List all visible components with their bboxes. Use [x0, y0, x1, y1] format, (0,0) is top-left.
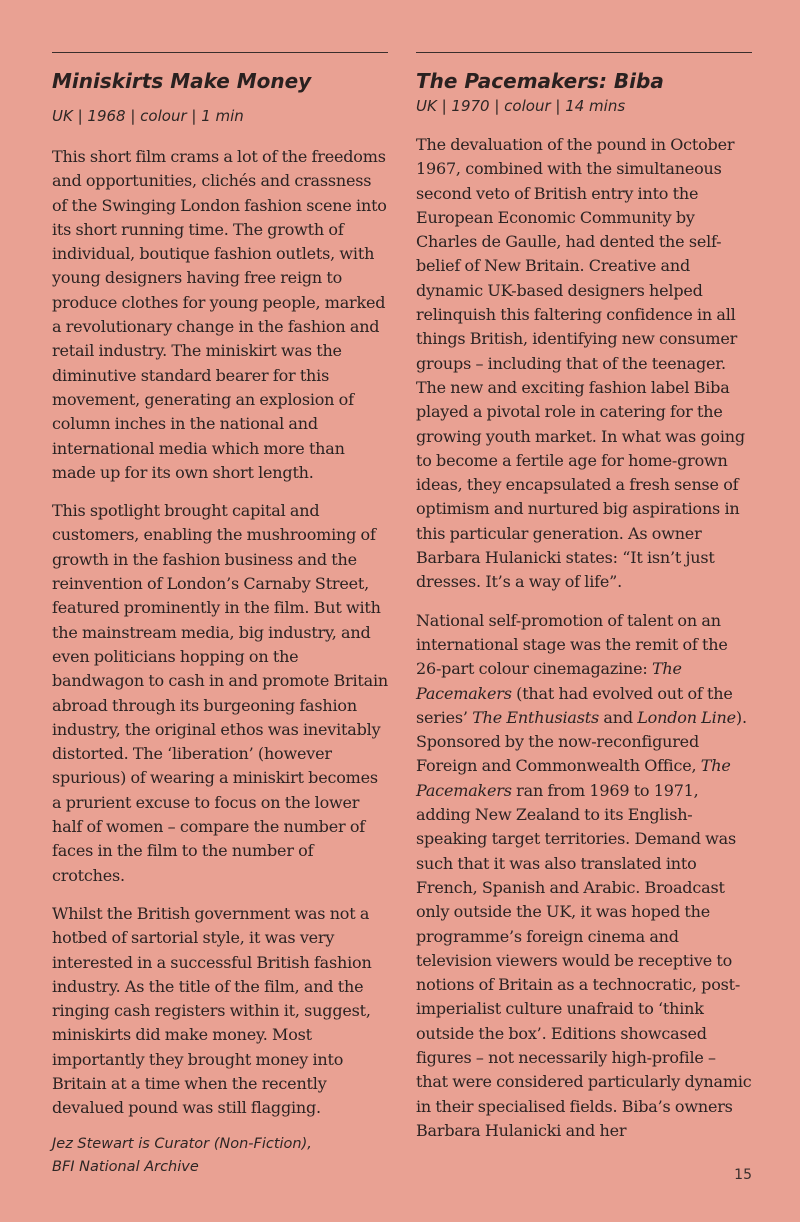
- author-credit: [52, 1133, 388, 1179]
- series-title: The Pacemakers: [416, 756, 731, 800]
- page-number: 15: [734, 1167, 752, 1183]
- right-column: [416, 52, 752, 1143]
- credit-line: Jez Stewart is Curator (Non-Fiction),: [52, 1135, 312, 1152]
- text-run: ran from 1969 to 1971, adding New Zealand to its English-speaking target territories. Demand was such that it was also translated into French, Spanish and Arabic. Broadcast only outside the UK, it was hoped the programme’s foreign cinema and television viewers would be receptive to notions of Britain as a technocratic, post-imperialist culture unafraid to ‘think outside the box’. Editions showcased figures – not necessarily high-profile – that were considered particularly dynamic in their specialised fields. Biba’s owners Barbara Hulanicki and her: [416, 780, 752, 1140]
- left-column: [52, 52, 388, 1179]
- paragraph: [416, 609, 752, 1144]
- series-title: The Pacemakers: [416, 659, 682, 703]
- series-title: London Line: [637, 707, 736, 727]
- paragraph: This short film crams a lot of the freedoms and opportunities, clichés and crassness of the Swinging London fashion scene into its short running time. The growth of individual, boutique fashion outlets, with young designers having free reign to produce clothes for young people, marked a revolutionary change in the fashion and retail industry. The miniskirt was the diminutive standard bearer for this movement, generating an explosion of column inches in the national and international media which more than made up for its own short length.: [52, 147, 387, 482]
- text-run: (that had evolved out of the series’: [416, 683, 733, 727]
- text-run: and: [598, 707, 638, 727]
- paragraph: The devaluation of the pound in October 1967, combined with the simultaneous second veto of British entry into the European Economic Community by Charles de Gaulle, had dented the self-belief of New Britain. Creative and dynamic UK-based designers helped relinquish this faltering confidence in all things British, identifying new consumer groups – including that of the teenager. The new and exciting fashion label Biba played a pivotal role in catering for the growing youth market. In what was going to become a fertile age for home-grown ideas, they encapsulated a fresh sense of optimism and nurtured big aspirations in this particular generation. As owner Barbara Hulanicki states: “It isn’t just dresses. It’s a way of life”.: [416, 135, 745, 592]
- article-title: Miniskirts Make Money: [52, 69, 312, 93]
- top-rule: [416, 52, 752, 53]
- paragraph: Whilst the British government was not a hotbed of sartorial style, it was very interested in a successful British fashion industry. As the title of the film, and the ringing cash registers within it, suggest, miniskirts did make money. Most importantly they brought money into Britain at a time when the recently devalued pound was still flagging.: [52, 903, 372, 1118]
- top-rule: [52, 52, 388, 53]
- paragraph: This spotlight brought capital and customers, enabling the mushrooming of growth in the fashion business and the reinvention of London’s Carnaby Street, featured prominently in the film. But with the mainstream media, big industry, and even politicians hopping on the bandwagon to cash in and promote Britain abroad through its burgeoning fashion industry, the original ethos was inevitably distorted. The ‘liberation’ (however spurious) of wearing a miniskirt becomes a prurient excuse to focus on the lower half of women – compare the number of faces in the film to the number of crotches.: [52, 501, 388, 885]
- film-meta: UK | 1970 | colour | 14 mins: [416, 97, 626, 115]
- text-run: National self-promotion of talent on an international stage was the remit of the 26-part colour cinemagazine:: [416, 610, 728, 679]
- credit-line: BFI National Archive: [52, 1158, 199, 1175]
- article-title: The Pacemakers: Biba: [416, 69, 664, 93]
- series-title: The Enthusiasts: [472, 707, 599, 727]
- film-meta: UK | 1968 | colour | 1 min: [52, 107, 244, 125]
- text-run: ). Sponsored by the now-reconfigured Foreign and Commonwealth Office,: [416, 707, 747, 776]
